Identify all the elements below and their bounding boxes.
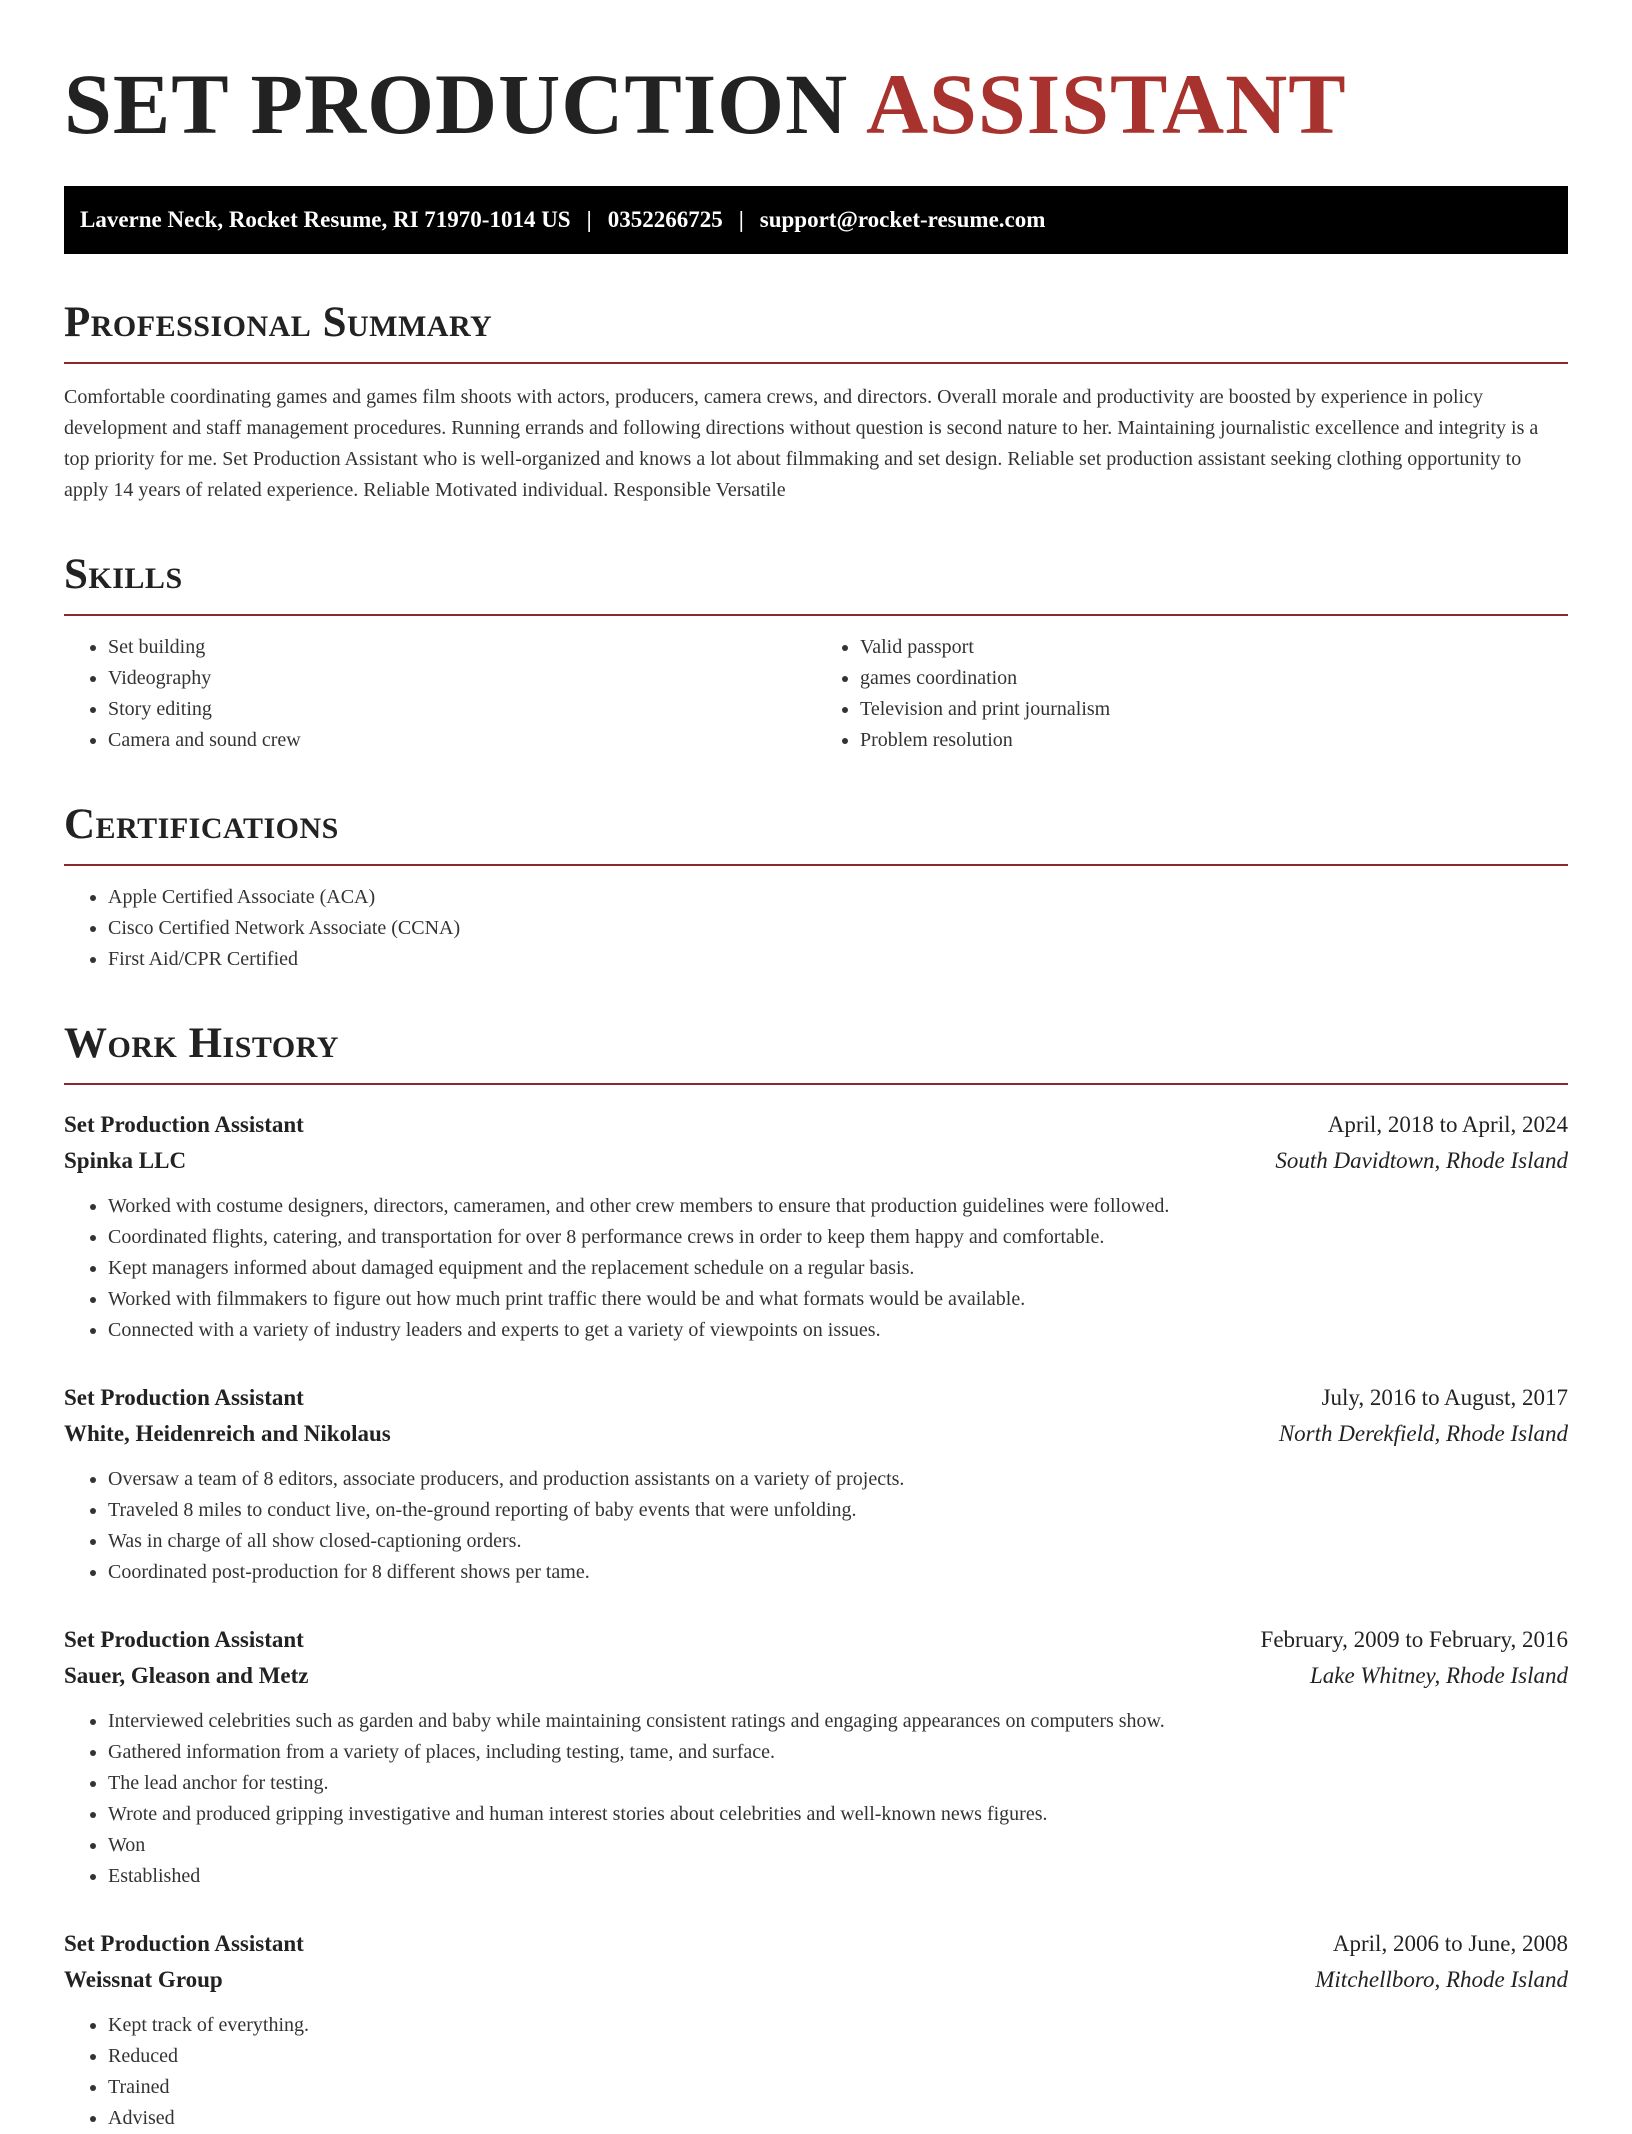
- job-bullet: • Won: [108, 1830, 1568, 1861]
- job-bullet: • Connected with a variety of industry leaders and experts to get a variety of viewpoints on issues.: [108, 1315, 1568, 1346]
- title-accent: ASSISTANT: [865, 56, 1347, 152]
- job-bullet: • The lead anchor for testing.: [108, 1768, 1568, 1799]
- list-item: • games coordination: [860, 663, 1568, 694]
- list-item: • Problem resolution: [860, 725, 1568, 756]
- list-item: • Set building: [108, 632, 816, 663]
- list-item: • First Aid/CPR Certified: [108, 944, 1568, 975]
- job-bullets: [64, 1706, 1568, 1892]
- job-company-row: [64, 1416, 1568, 1452]
- contact-bar: [64, 186, 1568, 254]
- job-title: Set Production Assistant: [64, 1385, 304, 1410]
- job-company: Spinka LLC: [64, 1148, 187, 1173]
- job-bullet: • Trained: [108, 2072, 1568, 2103]
- list-item: • Valid passport: [860, 632, 1568, 663]
- list-item: • Apple Certified Associate (ACA): [108, 882, 1568, 913]
- skills-grid: [64, 616, 1568, 756]
- resume-title: [64, 56, 1568, 152]
- list-item: • Story editing: [108, 694, 816, 725]
- certifications-heading: Certifications: [64, 801, 339, 848]
- job-title: Set Production Assistant: [64, 1112, 304, 1137]
- job-bullets: [64, 1464, 1568, 1588]
- contact-phone: 0352266725: [607, 207, 723, 232]
- job-bullet: • Worked with filmmakers to figure out how much print traffic there would be and what formats would be available.: [108, 1284, 1568, 1315]
- skills-heading: Skills: [64, 551, 183, 598]
- contact-email[interactable]: support@rocket-resume.com: [759, 207, 1046, 232]
- job-bullet: • Wrote and produced gripping investigative and human interest stories about celebrities and well-known news figures.: [108, 1799, 1568, 1830]
- job-bullet: • Gathered information from a variety of places, including testing, tame, and surface.: [108, 1737, 1568, 1768]
- job-location: Lake Whitney, Rhode Island: [1309, 1663, 1568, 1688]
- job-bullet: • Established: [108, 1861, 1568, 1892]
- list-item: • Camera and sound crew: [108, 725, 816, 756]
- job-entry: [64, 1380, 1568, 1588]
- job-bullets: [64, 1191, 1568, 1346]
- job-entry: [64, 1926, 1568, 2134]
- skills-list-right: [816, 632, 1568, 756]
- job-company-row: [64, 1658, 1568, 1694]
- job-header-row: [64, 1380, 1568, 1416]
- job-dates: April, 2006 to June, 2008: [1332, 1931, 1568, 1956]
- job-company-row: [64, 1962, 1568, 1998]
- section-divider: [64, 362, 1568, 364]
- job-company: Sauer, Gleason and Metz: [64, 1663, 309, 1688]
- job-header-row: [64, 1926, 1568, 1962]
- contact-separator: |: [586, 207, 592, 232]
- job-bullets: [64, 2010, 1568, 2134]
- section-divider: [64, 864, 1568, 866]
- list-item: • Cisco Certified Network Associate (CCNA): [108, 913, 1568, 944]
- job-bullet: • Coordinated post-production for 8 different shows per tame.: [108, 1557, 1568, 1588]
- work-history-heading: Work History: [64, 1020, 339, 1067]
- job-location: Mitchellboro, Rhode Island: [1315, 1967, 1568, 1992]
- job-header-row: [64, 1622, 1568, 1658]
- job-company: White, Heidenreich and Nikolaus: [64, 1421, 391, 1446]
- contact-separator: |: [738, 207, 744, 232]
- job-company: Weissnat Group: [64, 1967, 223, 1992]
- job-location: North Derekfield, Rhode Island: [1278, 1421, 1568, 1446]
- job-bullet: • Kept managers informed about damaged equipment and the replacement schedule on a regular basis.: [108, 1253, 1568, 1284]
- job-company-row: [64, 1143, 1568, 1179]
- certifications-list: [64, 882, 1568, 975]
- job-header-row: [64, 1107, 1568, 1143]
- job-bullet: • Traveled 8 miles to conduct live, on-the-ground reporting of baby events that were unfolding.: [108, 1495, 1568, 1526]
- summary-heading: Professional Summary: [64, 299, 493, 346]
- job-dates: April, 2018 to April, 2024: [1327, 1112, 1568, 1137]
- skills-list-left: [64, 632, 816, 756]
- list-item: • Videography: [108, 663, 816, 694]
- job-entry: [64, 1622, 1568, 1892]
- list-item: • Television and print journalism: [860, 694, 1568, 725]
- job-entry: [64, 1107, 1568, 1346]
- job-title: Set Production Assistant: [64, 1627, 304, 1652]
- section-divider: [64, 1083, 1568, 1085]
- work-history-list: [64, 1107, 1568, 2134]
- job-dates: February, 2009 to February, 2016: [1260, 1627, 1568, 1652]
- job-bullet: • Oversaw a team of 8 editors, associate producers, and production assistants on a variety of projects.: [108, 1464, 1568, 1495]
- job-bullet: • Interviewed celebrities such as garden and baby while maintaining consistent ratings and engaging appearances on computers show.: [108, 1706, 1568, 1737]
- title-main: SET PRODUCTION: [64, 56, 849, 152]
- contact-address: Laverne Neck, Rocket Resume, RI 71970-1014 US: [80, 207, 571, 232]
- summary-text: Comfortable coordinating games and games film shoots with actors, producers, camera crews, and directors. Overall morale and productivity are boosted by experience in policy development and staff management procedures. Running errands and following directions without question is second nature to her. Maintaining journalistic excellence and integrity is a top priority for me. Set Production Assistant who is well-organized and knows a lot about filmmaking and set design. Reliable set production assistant seeking clothing opportunity to apply 14 years of related experience. Reliable Motivated individual. Responsible Versatile: [64, 386, 1539, 501]
- job-bullet: • Reduced: [108, 2041, 1568, 2072]
- job-dates: July, 2016 to August, 2017: [1321, 1385, 1568, 1410]
- job-bullet: • Advised: [108, 2103, 1568, 2134]
- job-bullet: • Worked with costume designers, directors, cameramen, and other crew members to ensure that production guidelines were followed.: [108, 1191, 1568, 1222]
- job-title: Set Production Assistant: [64, 1931, 304, 1956]
- job-location: South Davidtown, Rhode Island: [1275, 1148, 1568, 1173]
- job-bullet: • Coordinated flights, catering, and transportation for over 8 performance crews in order to keep them happy and comfortable.: [108, 1222, 1568, 1253]
- job-bullet: • Kept track of everything.: [108, 2010, 1568, 2041]
- job-bullet: • Was in charge of all show closed-captioning orders.: [108, 1526, 1568, 1557]
